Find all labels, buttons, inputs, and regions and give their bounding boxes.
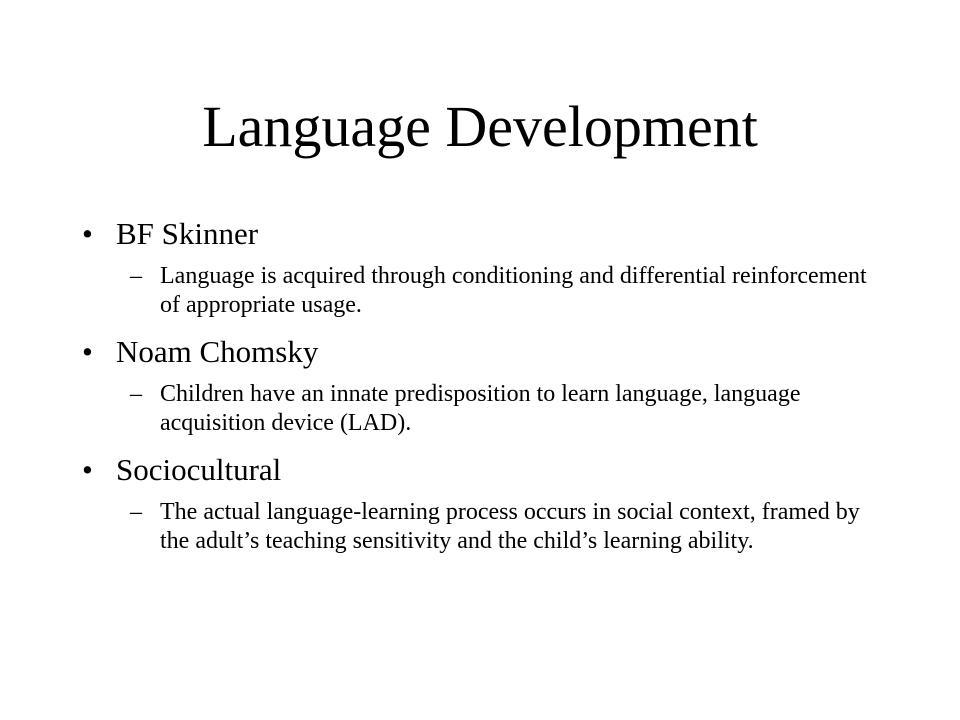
dash-icon: – bbox=[130, 499, 142, 525]
bullet-dot-icon: • bbox=[82, 334, 93, 369]
sub-bullet bbox=[78, 498, 878, 556]
bullet-heading bbox=[78, 212, 878, 256]
dash-icon: – bbox=[130, 263, 142, 289]
bullet-item-chomsky bbox=[78, 330, 878, 438]
bullet-heading bbox=[78, 448, 878, 492]
bullet-label: Sociocultural bbox=[116, 452, 282, 487]
bullet-dot-icon: • bbox=[82, 216, 93, 251]
sub-bullet bbox=[78, 262, 878, 320]
bullet-list bbox=[78, 212, 878, 566]
bullet-label: BF Skinner bbox=[116, 216, 259, 251]
bullet-label: Noam Chomsky bbox=[116, 334, 319, 369]
sub-bullet bbox=[78, 380, 878, 438]
sub-bullet-text: The actual language-learning process occurs in social context, framed by the adult’s teaching sensitivity and the child’s learning ability. bbox=[160, 499, 860, 554]
bullet-item-skinner bbox=[78, 212, 878, 320]
bullet-dot-icon: • bbox=[82, 452, 93, 487]
bullet-item-sociocultural bbox=[78, 448, 878, 556]
sub-bullet-text: Children have an innate predisposition to learn language, language acquisition device (LAD). bbox=[160, 381, 801, 436]
dash-icon: – bbox=[130, 381, 142, 407]
slide-title: Language Development bbox=[202, 94, 758, 159]
sub-bullet-text: Language is acquired through conditioning and differential reinforcement of appropriate usage. bbox=[160, 263, 867, 318]
bullet-heading bbox=[78, 330, 878, 374]
